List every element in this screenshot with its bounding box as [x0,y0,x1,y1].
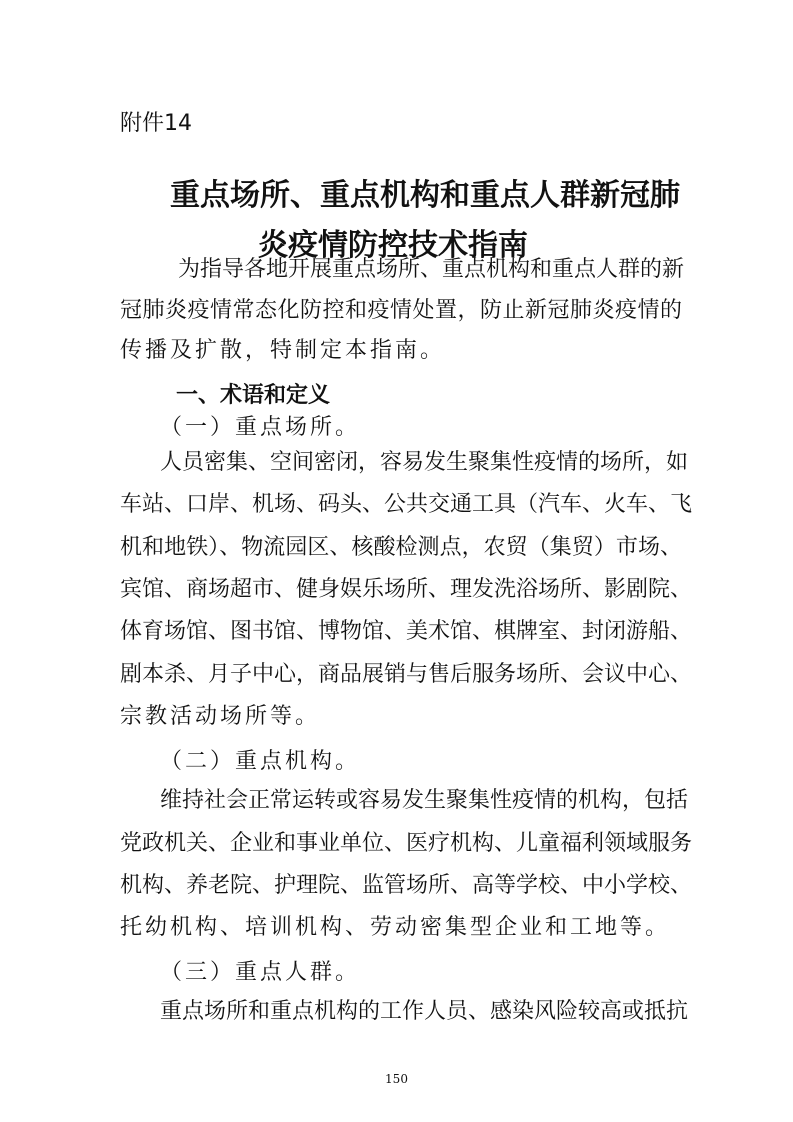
body-line: 车站、口岸、机场、码头、公共交通工具（汽车、火车、飞 [120,492,693,517]
body-line: 人员密集、空间密闭，容易发生聚集性疫情的场所，如 [160,450,689,475]
body-line: 宗教活动场所等。 [120,704,321,729]
body-line: 党政机关、企业和事业单位、医疗机构、儿童福利领域服务 [120,831,693,856]
attachment-label: 附件14 [120,111,192,136]
intro-line: 冠肺炎疫情常态化防控和疫情处置，防止新冠肺炎疫情的 [120,298,682,323]
body-line: 宾馆、商场超市、健身娱乐场所、理发洗浴场所、影剧院、 [120,577,693,602]
document-title-line-1: 重点场所、重点机构和重点人群新冠肺 [170,178,680,213]
subsection-heading: （二）重点机构。 [160,749,361,774]
document-title-line-2: 炎疫情防控技术指南 [258,228,528,263]
body-line: 重点场所和重点机构的工作人员、感染风险较高或抵抗 [160,999,689,1024]
body-line: 托幼机构、培训机构、劳动密集型企业和工地等。 [120,915,671,940]
page-number: 150 [385,1072,408,1086]
body-line: 机构、养老院、护理院、监管场所、高等学校、中小学校、 [120,873,693,898]
section-heading: 一、术语和定义 [176,383,331,408]
body-line: 机和地铁）、物流园区、核酸检测点，农贸（集贸）市场、 [120,535,682,560]
body-line: 体育场馆、图书馆、博物馆、美术馆、棋牌室、封闭游船、 [120,619,693,644]
subsection-heading: （一）重点场所。 [160,415,361,440]
body-line: 维持社会正常运转或容易发生聚集性疫情的机构，包括 [160,788,689,813]
intro-line: 为指导各地开展重点场所、重点机构和重点人群的新 [178,257,685,282]
body-line: 剧本杀、月子中心，商品展销与售后服务场所、会议中心、 [120,662,693,687]
intro-line: 传播及扩散，特制定本指南。 [120,338,446,363]
subsection-heading: （三）重点人群。 [160,960,361,985]
